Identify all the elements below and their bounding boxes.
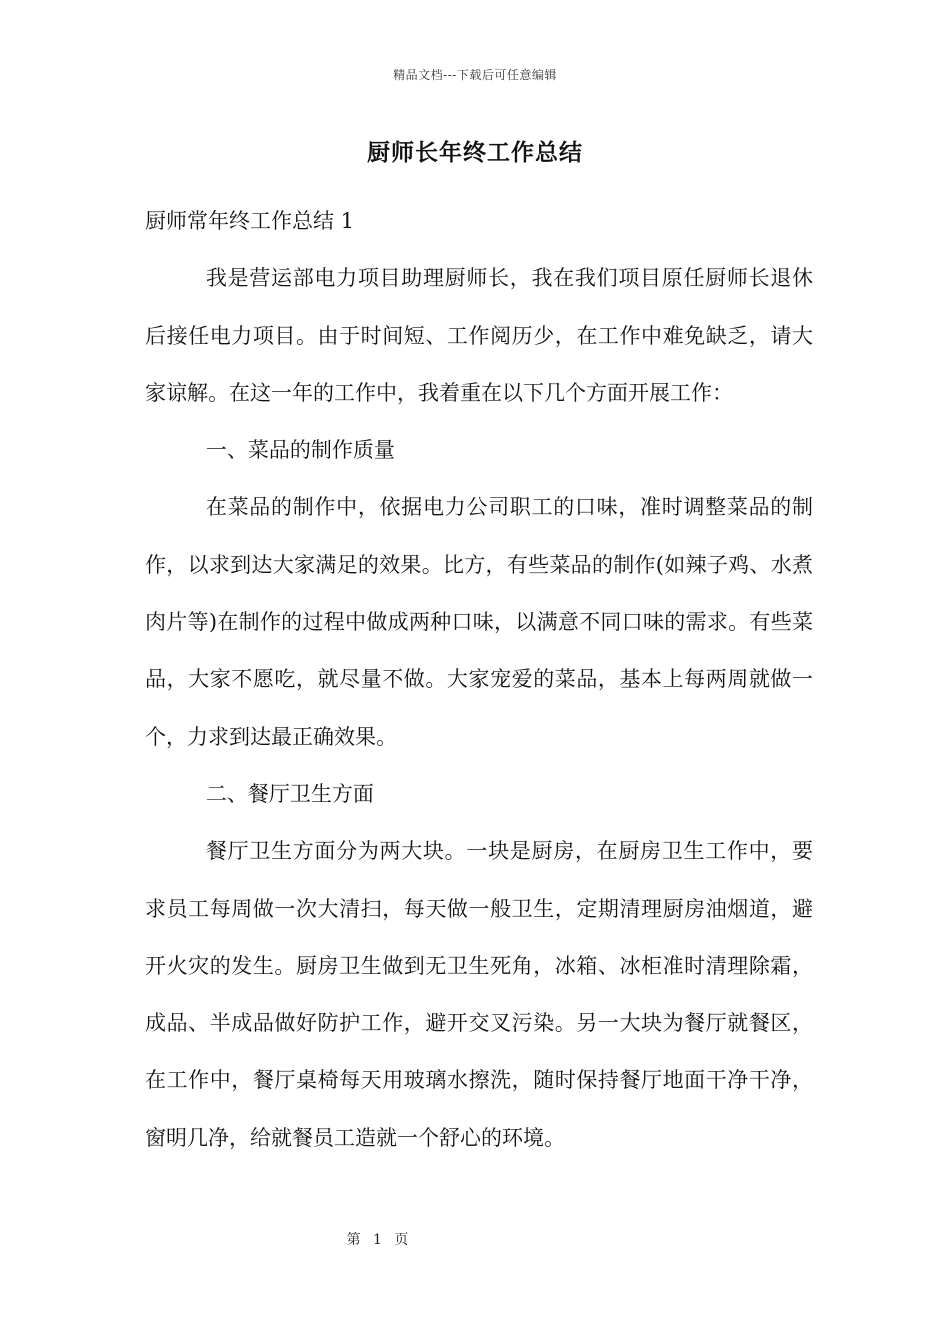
section-heading-hygiene: 二、餐厅卫生方面 <box>205 781 374 806</box>
page-number-suffix: 页 <box>394 1232 409 1248</box>
paragraph-dish-quality: 在菜品的制作中，依据电力公司职工的口味，准时调整菜品的制作，以求到达大家满足的效果。比方，有些菜品的制作(如辣子鸡、水煮肉片等)在制作的过程中做成两种口味，以满意不同口味的需求。有些菜品，大家不愿吃，就尽量不做。大家宠爱的菜品，基本上每两周就做一个，力求到达最正确效果。 <box>145 495 813 749</box>
section-subtitle: 厨师常年终工作总结 1 <box>145 209 355 233</box>
paragraph-hygiene: 餐厅卫生方面分为两大块。一块是厨房，在厨房卫生工作中，要求员工每周做一次大清扫，每天做一般卫生，定期清理厨房油烟道，避开火灾的发生。厨房卫生做到无卫生死角，冰箱、冰柜准时清理除霜，成品、半成品做好防护工作，避开交叉污染。另一大块为餐厅就餐区，在工作中，餐厅桌椅每天用玻璃水擦洗，随时保持餐厅地面干净干净，窗明几净，给就餐员工造就一个舒心的环境。 <box>145 839 813 1150</box>
page-header: 精品文档---下载后可任意编辑 <box>393 68 557 82</box>
page-number: 1 <box>373 1232 382 1248</box>
paragraph-intro: 我是营运部电力项目助理厨师长，我在我们项目原任厨师长退休后接任电力项目。由于时间短、工作阅历少，在工作中难免缺乏，请大家谅解。在这一年的工作中，我着重在以下几个方面开展工作： <box>145 266 813 405</box>
page-number-prefix: 第 <box>346 1232 361 1248</box>
document-body <box>145 193 813 1167</box>
page-footer <box>0 1229 755 1249</box>
document-title: 厨师长年终工作总结 <box>367 139 583 166</box>
section-heading-dish-quality: 一、菜品的制作质量 <box>205 438 395 463</box>
